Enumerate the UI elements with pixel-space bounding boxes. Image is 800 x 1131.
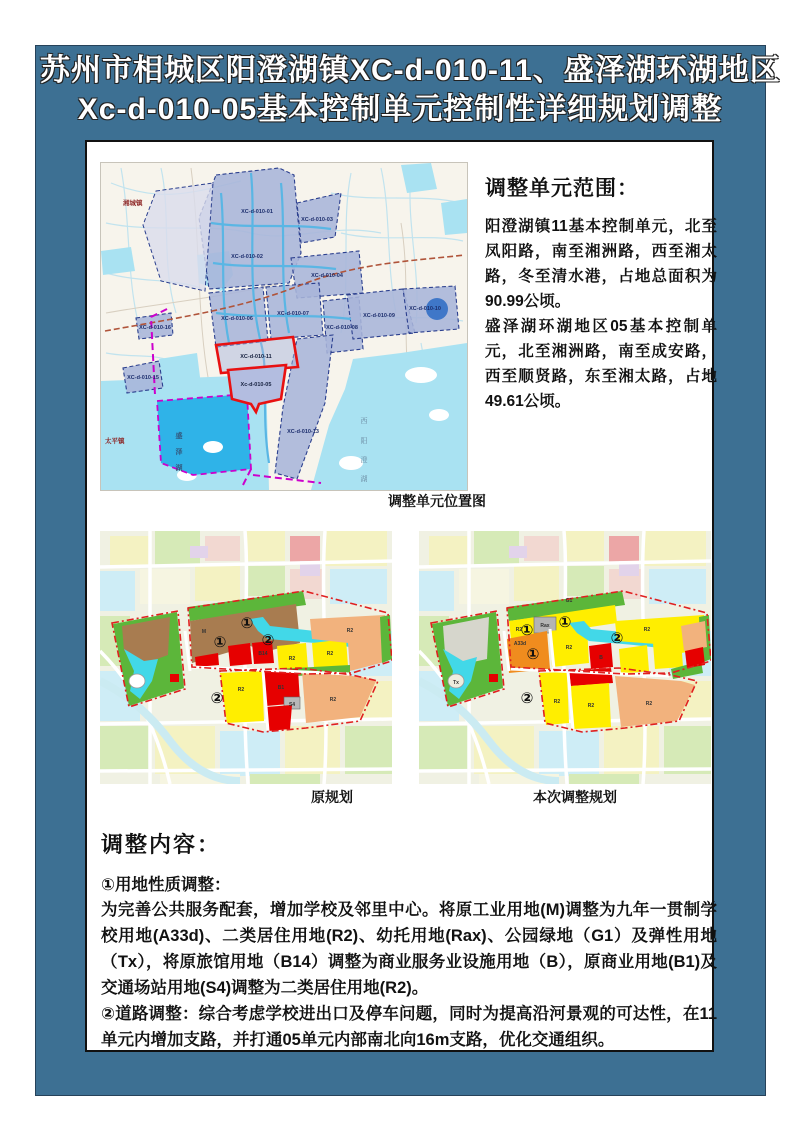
adjusted-plan-map <box>419 531 711 784</box>
marker-1: ① <box>526 646 540 663</box>
unit-code-05: Xc-d-010-05 <box>240 382 272 388</box>
scope-section <box>485 172 717 414</box>
parcel-tan-east <box>681 621 707 651</box>
content-item2-body: ②道路调整：综合考虑学校进出口及停车问题，同时为提高沿河景观的可达性，在11单元内增加支路，并打通05单元内部南北向16m支路，优化交通组织。 <box>101 1005 717 1049</box>
parcel-code-rax: Rax <box>540 623 550 629</box>
unit-code: XC-d-010-03 <box>301 217 333 223</box>
parcel-red-small <box>170 674 179 682</box>
parcel-code-r2: R2 <box>326 651 334 657</box>
lake-left-char: 盛 <box>175 433 183 440</box>
location-map-caption: 调整单元位置图 <box>388 493 486 509</box>
lake-right-char: 湖 <box>360 476 368 483</box>
unit-code: XC-d-010-10 <box>409 306 441 312</box>
scope-paragraph-1: 阳澄湖镇11基本控制单元，北至凤阳路，南至湘洲路，西至湘太路，冬至清水港，占地总面积为90.99公顷。 <box>485 218 717 310</box>
page-title-line1: 苏州市相城区阳澄湖镇XC-d-010-11、盛泽湖环湖地区 <box>40 54 781 87</box>
parcel-code-r2: R2 <box>565 645 573 651</box>
unit-code: XC-d-010-06 <box>221 316 253 322</box>
lake-right-char: 澄 <box>360 457 368 464</box>
marker-2: ② <box>520 690 534 707</box>
page-title-line2: Xc-d-010-05基本控制单元控制性详细规划调整 <box>77 93 723 126</box>
parcel-code-s4: S4 <box>288 702 296 708</box>
unit-code: XC-d-010-15 <box>127 375 159 381</box>
parcel-commercial-1 <box>228 643 252 666</box>
page-title <box>40 51 781 129</box>
marker-1: ① <box>558 614 572 631</box>
parcel-code-r2: R2 <box>346 628 354 634</box>
location-map <box>100 162 468 491</box>
content-heading: 调整内容： <box>101 832 222 857</box>
parcel-code-a33d: A33d <box>513 641 527 647</box>
parcel-circle-feature <box>129 674 145 688</box>
parcel-code-r2: R2 <box>288 656 296 662</box>
adjusted-plan-caption: 本次调整规划 <box>533 789 617 805</box>
parcel-code-r2: R2 <box>645 701 653 707</box>
marker-2: ② <box>610 630 624 647</box>
parcel-code-b14: B14 <box>258 651 268 657</box>
parcel-code-r2: R2 <box>553 699 561 705</box>
marker-1: ① <box>213 634 227 651</box>
parcel-commercial-south2 <box>266 705 292 731</box>
parcel-code-m: M <box>201 629 207 635</box>
parcel-code-r2: R2 <box>237 687 245 693</box>
marker-2: ② <box>210 690 224 707</box>
lake-left-label <box>176 431 183 472</box>
content-panel <box>85 140 717 1052</box>
unit-code-11: XC-d-010-11 <box>240 354 272 360</box>
lake-right-char: 阳 <box>360 438 368 445</box>
marker-2: ② <box>261 632 275 649</box>
parcel-code-g1: G1 <box>565 598 573 604</box>
parcel-code-r2: R2 <box>643 627 651 633</box>
marker-1: ① <box>520 622 534 639</box>
parcel-residential-ne3 <box>653 639 683 669</box>
parcel-code-r2: R2 <box>329 697 337 703</box>
unit-code: XC-d-010-13 <box>287 429 319 435</box>
town-label: 太平镇 <box>105 438 125 445</box>
unit-code: XC-d-010-16 <box>139 325 171 331</box>
parcel-code-b: B <box>599 655 603 661</box>
lake-island <box>203 441 223 453</box>
lake-left-char: 泽 <box>175 449 183 456</box>
shengze-lake <box>157 394 251 475</box>
original-plan-caption: 原规划 <box>311 789 353 805</box>
content-item1-title: ①用地性质调整： <box>101 876 231 894</box>
parcel-red-small <box>489 674 498 682</box>
parcel-residential-south <box>220 671 264 723</box>
unit-code: XC-d-010-04 <box>311 273 343 279</box>
unit-code: XC-d-010-07 <box>277 311 309 317</box>
content-item1-body: 为完善公共服务配套，增加学校及邻里中心。将原工业用地(M)调整为九年一贯制学校用地(A33d)、二类居住用地(R2)、幼托用地(Rax)、公园绿地（G1）及弹性用地（Tx），将原旅馆用地（B14）调整为商业服务业设施用地（B），原商业用地(B1)及交通场站用地(S4)调整为二类居住用地(R2)。 <box>101 901 717 997</box>
unit-code: XC-d-010-08 <box>326 325 358 331</box>
parcel-code-tx: Tx <box>453 680 459 686</box>
scope-heading: 调整单元范围： <box>485 177 639 200</box>
scope-paragraph-2: 盛泽湖环湖地区05基本控制单元，北至湘洲路，南至成安路，西至顺贤路，东至湘太路，占地49.61公顷。 <box>485 318 717 410</box>
marker-1: ① <box>240 615 254 632</box>
unit-code: XC-d-010-02 <box>231 254 263 260</box>
lake-right-char: 西 <box>360 418 368 425</box>
lake-left-char: 湖 <box>175 465 183 472</box>
town-label: 湘城镇 <box>123 200 143 207</box>
adjustment-content-section <box>101 828 717 1053</box>
unit-code: XC-d-010-01 <box>241 209 273 215</box>
unit-code: XC-d-010-09 <box>363 313 395 319</box>
parcel-code-b1: B1 <box>277 685 285 691</box>
parcel-code-r2: R2 <box>515 627 523 633</box>
parcel-code-r2: R2 <box>587 703 595 709</box>
original-plan-map <box>100 531 392 784</box>
